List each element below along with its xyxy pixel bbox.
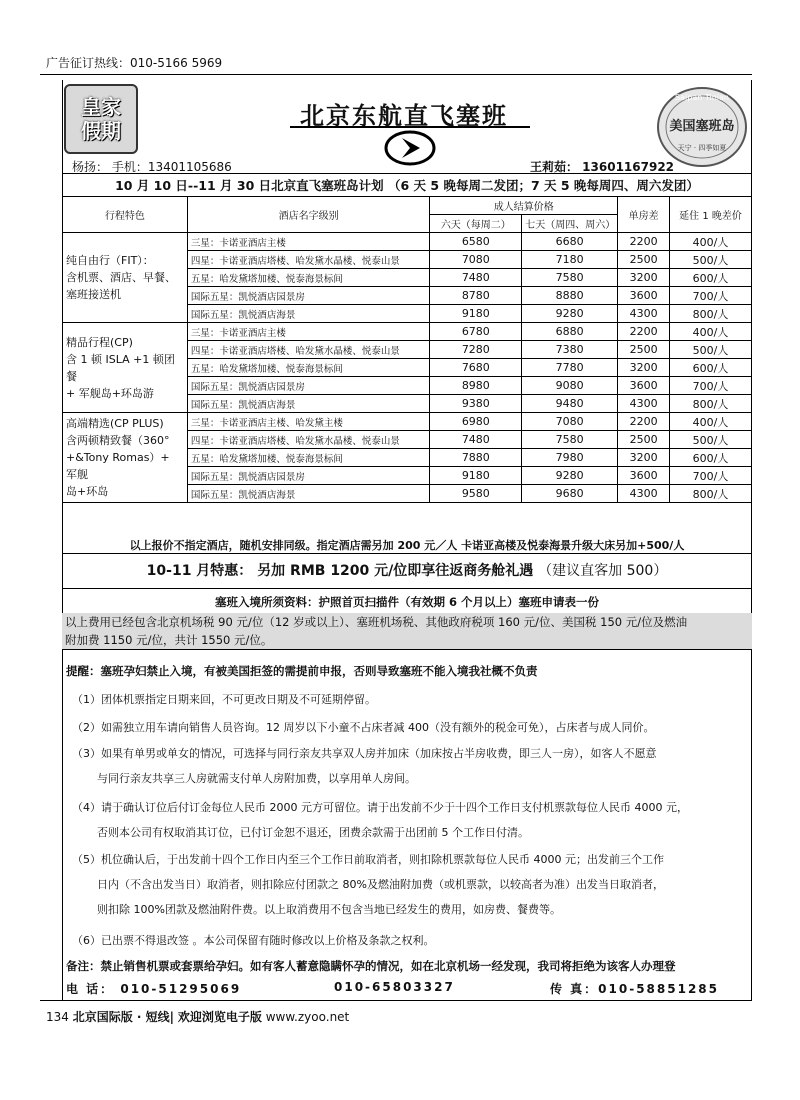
clause-line: （1）团体机票指定日期来回，不可更改日期及不可延期停留。: [72, 693, 376, 706]
title-underline: [290, 126, 530, 128]
price-seven-cell: 9080: [522, 377, 618, 395]
footer: [46, 1008, 349, 1025]
clause-line: （2）如需独立用车请向销售人员咨询。12 周岁以下小童不占床者减 400（没有额外的税金可免），占床者与成人同价。: [72, 721, 655, 734]
single-supplement-cell: 3200: [618, 359, 670, 377]
feature-line: 精品行程(CP): [66, 335, 133, 349]
feature-cell: [63, 413, 188, 503]
hotel-cell: 国际五星：凯悦酒店园景房: [187, 287, 430, 305]
header-seven-day: 七天（周四、周六）: [522, 215, 618, 233]
remark: 备注：禁止销售机票或套票给孕妇。如有客人蓄意隐瞒怀孕的情况，如在北京机场一经发现，我司将拒绝为该客人办理登: [66, 959, 676, 973]
single-supplement-cell: 2500: [618, 341, 670, 359]
page-number: 134: [46, 1010, 69, 1024]
china-eastern-logo-icon: [380, 130, 440, 166]
price-six-cell: 7480: [430, 431, 522, 449]
seal-top-text: Saipan·Tinian: [675, 93, 729, 102]
hotel-cell: 四星：卡诺亚酒店塔楼、哈发黛水晶楼、悦泰山景: [187, 251, 430, 269]
extend-night-cell: 600/人: [670, 449, 752, 467]
single-supplement-cell: 4300: [618, 305, 670, 323]
hotel-cell: 国际五星：凯悦酒店园景房: [187, 467, 430, 485]
special-label: 10-11 月特惠：: [146, 563, 253, 579]
fee-box: [62, 613, 752, 649]
header-feature: 行程特色: [63, 197, 188, 233]
price-six-cell: 9380: [430, 395, 522, 413]
single-supplement-cell: 3600: [618, 377, 670, 395]
special-text: 另加 RMB 1200 元/位即享往返商务舱礼遇: [257, 563, 534, 579]
clause-line: 否则本公司有权取消其订位，已付订金恕不退还，团费余款需于出团前 5 个工作日付清。: [97, 826, 529, 839]
top-divider: [40, 74, 752, 75]
logo-text-line1: 皇家: [81, 95, 121, 119]
hotel-cell: 四星：卡诺亚酒店塔楼、哈发黛水晶楼、悦泰山景: [187, 341, 430, 359]
contact-right: 王莉茹： 13601167922: [530, 160, 675, 174]
footer-section: 北京国际版 · 短线|: [72, 1010, 175, 1024]
fee-line: 以上费用已经包含北京机场税 90 元/位（12 岁或以上）、塞班机场税、其他政府税项 160 元/位、美国税 150 元/位及燃油: [65, 615, 688, 629]
clause-line: （3）如果有单男或单女的情况，可选择与同行亲友共享双人房并加床（加床按占半房收费，即三人一房），如客人不愿意: [72, 747, 657, 760]
price-seven-cell: 9280: [522, 467, 618, 485]
divider: [62, 649, 752, 650]
single-supplement-cell: 2200: [618, 323, 670, 341]
hotel-cell: 三星：卡诺亚酒店主楼: [187, 233, 430, 251]
price-seven-cell: 6680: [522, 233, 618, 251]
price-seven-cell: 6880: [522, 323, 618, 341]
clause-1: [72, 687, 752, 712]
royal-holiday-logo: [64, 84, 138, 154]
phone-2: 010-65803327: [334, 980, 455, 994]
hotel-cell: 国际五星：凯悦酒店园景房: [187, 377, 430, 395]
feature-line: +&Tony Romas）+ 军舰: [66, 451, 170, 481]
hotel-cell: 五星：哈发黛塔加楼、悦泰海景标间: [187, 359, 430, 377]
clause-3: [72, 741, 752, 791]
header-six-day: 六天（每周二）: [430, 215, 522, 233]
contact-left: 杨扬： 手机：13401105686: [72, 160, 232, 174]
divider: [62, 588, 752, 589]
feature-line: 含 1 顿 ISLA +1 顿团餐: [66, 352, 175, 383]
entry-docs: 塞班入境所须资料：护照首页扫描件（有效期 6 个月以上）塞班申请表一份: [214, 595, 599, 609]
price-six-cell: 7880: [430, 449, 522, 467]
price-six-cell: 9180: [430, 305, 522, 323]
extend-night-cell: 800/人: [670, 305, 752, 323]
extend-night-cell: 500/人: [670, 431, 752, 449]
header-hotel: 酒店名字级别: [187, 197, 430, 233]
header-adult-price: 成人结算价格: [430, 197, 618, 215]
feature-cell: [63, 323, 188, 413]
bottom-divider: [40, 1000, 752, 1001]
feature-line: 岛+环岛: [66, 485, 109, 498]
single-supplement-cell: 3200: [618, 269, 670, 287]
price-seven-cell: 7380: [522, 341, 618, 359]
price-six-cell: 7280: [430, 341, 522, 359]
clause-line: （5）机位确认后，于出发前十四个工作日内至三个工作日前取消者，则扣除机票款每位人民币 4000 元；出发前三个工作: [72, 853, 664, 866]
extend-night-cell: 600/人: [670, 269, 752, 287]
plan-title: 10 月 10 日--11 月 30 日北京直飞塞班岛计划 （6 天 5 晚每周二发团；7 天 5 晚每周四、周六发团）: [115, 178, 699, 193]
seal-main-text: 美国塞班岛: [669, 119, 735, 134]
price-seven-cell: 8880: [522, 287, 618, 305]
contact-divider: [62, 173, 752, 174]
logo-text-line2: 假期: [81, 119, 121, 143]
phone-1: 电 话： 010-51295069: [66, 982, 242, 996]
footer-url: www.zyoo.net: [265, 1010, 350, 1024]
price-six-cell: 9180: [430, 467, 522, 485]
clause-line: 则扣除 100%团款及燃油附件费。以上取消费用不包含当地已经发生的费用，如房费、餐费等。: [97, 903, 561, 916]
price-seven-cell: 7180: [522, 251, 618, 269]
extend-night-cell: 400/人: [670, 413, 752, 431]
clause-2: [72, 715, 752, 740]
single-supplement-cell: 3600: [618, 467, 670, 485]
extend-night-cell: 400/人: [670, 323, 752, 341]
price-seven-cell: 7580: [522, 269, 618, 287]
clause-line: 与同行亲友共享三人房就需支付单人房附加费，以享用单人房间。: [97, 772, 416, 785]
clause-line: 日内（不含出发当日）取消者，则扣除应付团款之 80%及燃油附加费（或机票款，以较高者为准）出发当日取消者，: [97, 878, 664, 891]
single-supplement-cell: 3600: [618, 287, 670, 305]
feature-line: + 军舰岛+环岛游: [66, 386, 154, 400]
hotel-cell: 国际五星：凯悦酒店海景: [187, 485, 430, 503]
single-supplement-cell: 2500: [618, 431, 670, 449]
price-six-cell: 6980: [430, 413, 522, 431]
feature-cell: [63, 233, 188, 323]
extend-night-cell: 700/人: [670, 287, 752, 305]
table-row: [63, 413, 752, 431]
price-six-cell: 9580: [430, 485, 522, 503]
table-row: [63, 233, 752, 251]
extend-night-cell: 600/人: [670, 359, 752, 377]
hotel-cell: 国际五星：凯悦酒店海景: [187, 395, 430, 413]
hotel-cell: 三星：卡诺亚酒店主楼: [187, 323, 430, 341]
special-offer: [62, 560, 752, 580]
page-title: 北京东航直飞塞班: [300, 101, 508, 130]
price-seven-cell: 9680: [522, 485, 618, 503]
feature-line: 塞班接送机: [66, 288, 121, 301]
price-table: [62, 196, 752, 503]
single-supplement-cell: 2200: [618, 413, 670, 431]
extend-night-cell: 500/人: [670, 341, 752, 359]
feature-line: 纯自由行（FIT）：: [66, 254, 154, 267]
single-supplement-cell: 4300: [618, 485, 670, 503]
fee-line: 附加费 1150 元/位，共计 1550 元/位。: [65, 633, 273, 647]
hotel-cell: 四星：卡诺亚酒店塔楼、哈发黛水晶楼、悦泰山景: [187, 431, 430, 449]
hotel-cell: 五星：哈发黛塔加楼、悦泰海景标间: [187, 269, 430, 287]
single-supplement-cell: 2200: [618, 233, 670, 251]
feature-line: 含机票、酒店、早餐、: [66, 271, 176, 284]
header-single: 单房差: [618, 197, 670, 233]
hotel-cell: 三星：卡诺亚酒店主楼、哈发黛主楼: [187, 413, 430, 431]
clause-6: [72, 928, 752, 953]
price-six-cell: 6580: [430, 233, 522, 251]
price-six-cell: 8780: [430, 287, 522, 305]
clause-line: （6）已出票不得退改签 。本公司保留有随时修改以上价格及条款之权利。: [72, 934, 435, 947]
single-supplement-cell: 2500: [618, 251, 670, 269]
price-six-cell: 6780: [430, 323, 522, 341]
price-seven-cell: 7780: [522, 359, 618, 377]
price-note: 以上报价不指定酒店，随机安排同级。指定酒店需另加 200 元／人 卡诺亚高楼及悦泰海景升级大床另加+500/人: [129, 539, 685, 552]
price-six-cell: 8980: [430, 377, 522, 395]
price-seven-cell: 7980: [522, 449, 618, 467]
price-seven-cell: 9480: [522, 395, 618, 413]
divider: [62, 553, 752, 554]
footer-tagline: 欢迎浏览电子版: [177, 1010, 262, 1024]
fax: 传 真：010-58851285: [550, 982, 720, 996]
price-seven-cell: 7080: [522, 413, 618, 431]
extend-night-cell: 800/人: [670, 395, 752, 413]
special-aside: （建议直客加 500）: [538, 563, 668, 579]
clause-4: [72, 795, 752, 845]
hotel-cell: 国际五星：凯悦酒店海景: [187, 305, 430, 323]
feature-line: 高端精选(CP PLUS): [66, 417, 164, 430]
clause-line: （4）请于确认订位后付订金每位人民币 2000 元方可留位。请于出发前不少于十四个工作日支付机票款每位人民币 4000 元，: [72, 801, 688, 814]
ad-hotline: 广告征订热线：010-5166 5969: [46, 56, 223, 70]
extend-night-cell: 400/人: [670, 233, 752, 251]
price-six-cell: 7680: [430, 359, 522, 377]
header-extend: 延住 1 晚差价: [670, 197, 752, 233]
feature-line: 含两顿精致餐（360°: [66, 434, 170, 447]
clause-5: [72, 847, 752, 922]
extend-night-cell: 800/人: [670, 485, 752, 503]
extend-night-cell: 500/人: [670, 251, 752, 269]
single-supplement-cell: 3200: [618, 449, 670, 467]
extend-night-cell: 700/人: [670, 467, 752, 485]
price-seven-cell: 7580: [522, 431, 618, 449]
reminder: 提醒：塞班孕妇禁止入境，有被美国拒签的需提前申报，否则导致塞班不能入境我社概不负责: [66, 664, 538, 678]
extend-night-cell: 700/人: [670, 377, 752, 395]
single-supplement-cell: 4300: [618, 395, 670, 413]
table-row: [63, 323, 752, 341]
price-six-cell: 7480: [430, 269, 522, 287]
price-seven-cell: 9280: [522, 305, 618, 323]
price-six-cell: 7080: [430, 251, 522, 269]
hotel-cell: 五星：哈发黛塔加楼、悦泰海景标间: [187, 449, 430, 467]
seal-sub-text: 天宁 · 四季如夏: [677, 144, 727, 152]
